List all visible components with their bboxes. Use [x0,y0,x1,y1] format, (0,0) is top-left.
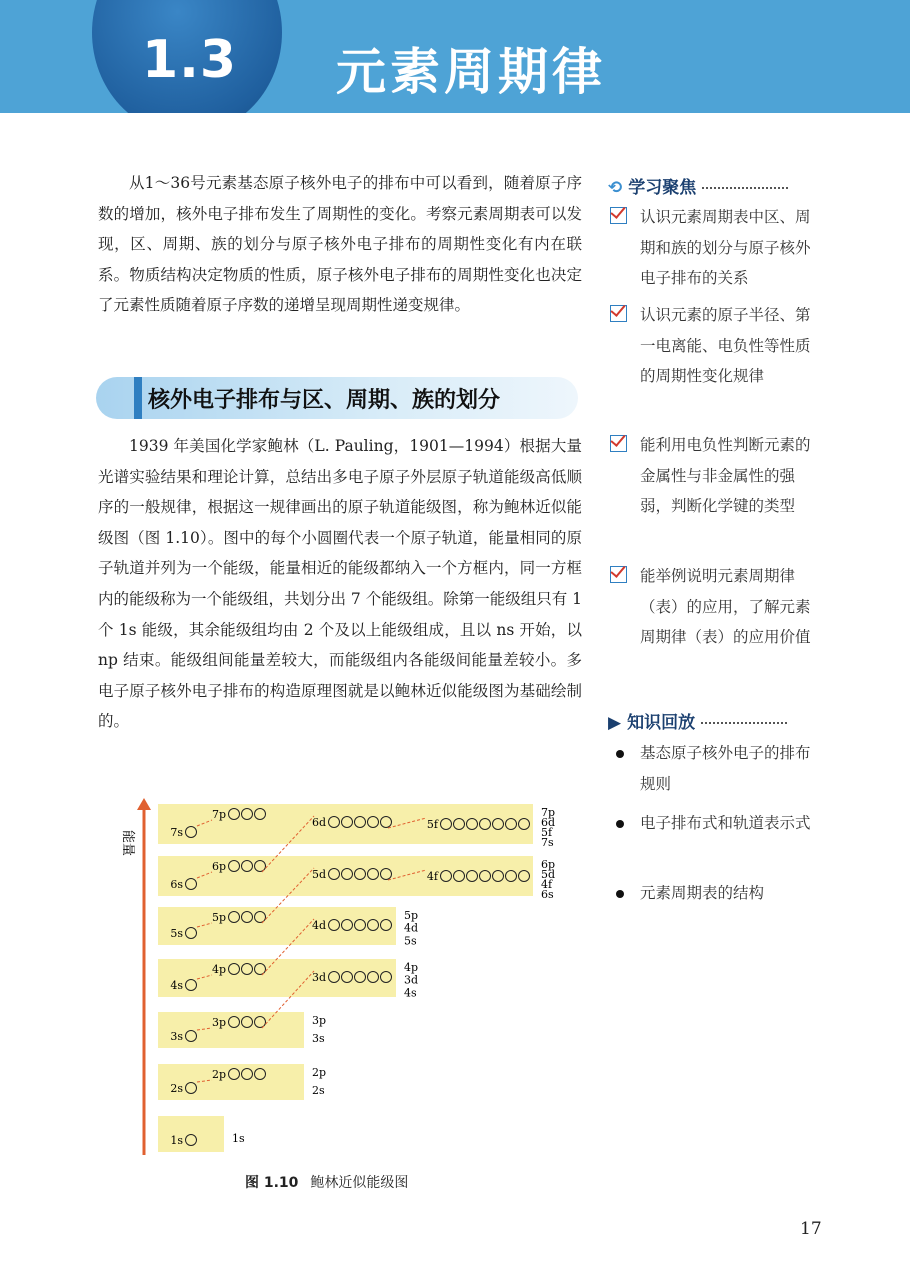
group-level-label: 4f [541,878,553,891]
review-header [608,708,787,733]
orbital-label: 6d [311,816,326,829]
group-level-label: 3s [312,1032,325,1045]
play-icon: ▶ [608,713,622,733]
group-level-label: 6p [541,858,556,871]
group-level-label: 4s [404,986,417,1000]
caption-text: 鲍林近似能级图 [310,1175,409,1191]
focus-header [608,173,788,198]
checkbox-icon [610,566,627,583]
body-paragraph: 1939 年美国化学家鲍林（L. Pauling，1901—1994）根据大量光谱实验结果和理论计算，总结出多电子原子外层原子轨道能级高低顺序的一般规律，根据这一规律画出的原子轨道能级图，称为鲍林近似能级图（图 1.10）。图中的每个小圆圈代表一个原子轨道，能量相同的原子轨道并列为一个能级，能量相近的能级都纳入一个方框内，同一方框内的能级称为一个能级组，共划分出 7 个能级组。除第一能级组只有 1 个 1s 能级，其余能级组均由 2 个及以上能级组成，且以 ns 开始，以 np 结束。能级组间能量差较大，而能级组内各能级间能量差较小。多电子原子核外电子排布的构造原理图就是以鲍林近似能级图为基础绘制的。 [98,437,583,731]
orbital-label: 5d [311,868,326,881]
review-item: 基态原子核外电子的排布规则 [616,738,822,799]
level-group-box [158,907,396,945]
page-number: 17 [800,1219,822,1239]
checkbox-icon [610,207,627,224]
group-level-label: 3d [404,973,419,987]
orbital-label: 1s [170,1134,183,1147]
goal-item: 认识元素的原子半径、第一电离能、电负性等性质的周期性变化规律 [610,300,822,392]
orbital-label: 5p [211,911,226,924]
group-level-label: 2p [312,1066,327,1079]
group-level-label: 4p [404,961,419,974]
orbital-label: 5f [426,818,438,831]
group-level-label: 5f [541,826,553,839]
caption-number: 图 1.10 [245,1175,299,1191]
orbital-label: 2p [211,1068,226,1081]
section-number: 1.3 [142,30,238,90]
orbital-label: 4s [170,979,183,992]
focus-title: 学习聚焦 [628,178,697,198]
dotted-divider [701,722,787,724]
intro-paragraph: 从1～36号元素基态原子核外电子的排布中可以看到，随着原子序数的增加，核外电子排布发生了周期性的变化。考察元素周期表可以发现，区、周期、族的划分与原子核外电子排布的周期性变化有内在联系。物质结构决定物质的性质，原子核外电子排布的周期性变化也决定了元素性质随着原子序数的递增呈现周期性递变规律。 [98,174,582,315]
checkbox-icon [610,305,627,322]
group-level-label: 6d [541,816,556,829]
group-level-label: 5d [541,868,556,881]
orbital-label: 3s [170,1030,183,1043]
section-heading-box [96,377,578,419]
review-title: 知识回放 [627,713,696,733]
bullet-icon [616,750,624,758]
figure-caption [245,1172,408,1192]
orbital-label: 2s [170,1082,183,1095]
header-banner [0,0,910,113]
orbital-label: 3d [311,971,326,984]
bullet-icon [616,890,624,898]
review-item: 电子排布式和轨道表示式 [616,808,822,839]
arrow-head-icon [137,798,151,810]
group-level-label: 5s [404,934,417,948]
orbital-label: 5s [170,927,183,940]
goal-item: 能利用电负性判断元素的金属性与非金属性的强弱，判断化学键的类型 [610,430,822,522]
review-item: 元素周期表的结构 [616,878,822,909]
page-title: 元素周期律 [336,43,606,101]
checkbox-icon [610,435,627,452]
orbital-label: 4f [426,870,438,883]
level-group-box [158,959,396,997]
swirl-icon: ⟲ [608,178,623,198]
group-level-label: 6s [541,888,554,901]
section-heading-bar [134,377,142,419]
group-level-label: 4d [404,921,419,935]
bullet-icon [616,820,624,828]
group-level-label: 7s [541,836,554,849]
group-level-label: 5p [404,909,419,922]
orbital-label: 6p [211,860,226,873]
section-heading: 核外电子排布与区、周期、族的划分 [148,388,501,413]
pauling-energy-diagram [110,790,580,1170]
goal-item: 能举例说明元素周期律（表）的应用，了解元素周期律（表）的应用价值 [610,561,822,653]
dotted-divider [702,187,788,189]
group-level-label: 1s [232,1132,245,1145]
orbital-label: 7s [170,826,183,839]
orbital-label: 4d [311,919,326,932]
orbital-label: 4p [211,963,226,976]
group-level-label: 2s [312,1084,325,1097]
orbital-label: 7p [211,808,226,821]
group-level-label: 7p [541,806,556,819]
group-level-label: 3p [312,1014,327,1027]
goal-item: 认识元素周期表中区、周期和族的划分与原子核外电子排布的关系 [610,202,822,294]
orbital-label: 6s [170,878,183,891]
orbital-label: 3p [211,1016,226,1029]
energy-axis-label: 能量 [120,830,135,857]
